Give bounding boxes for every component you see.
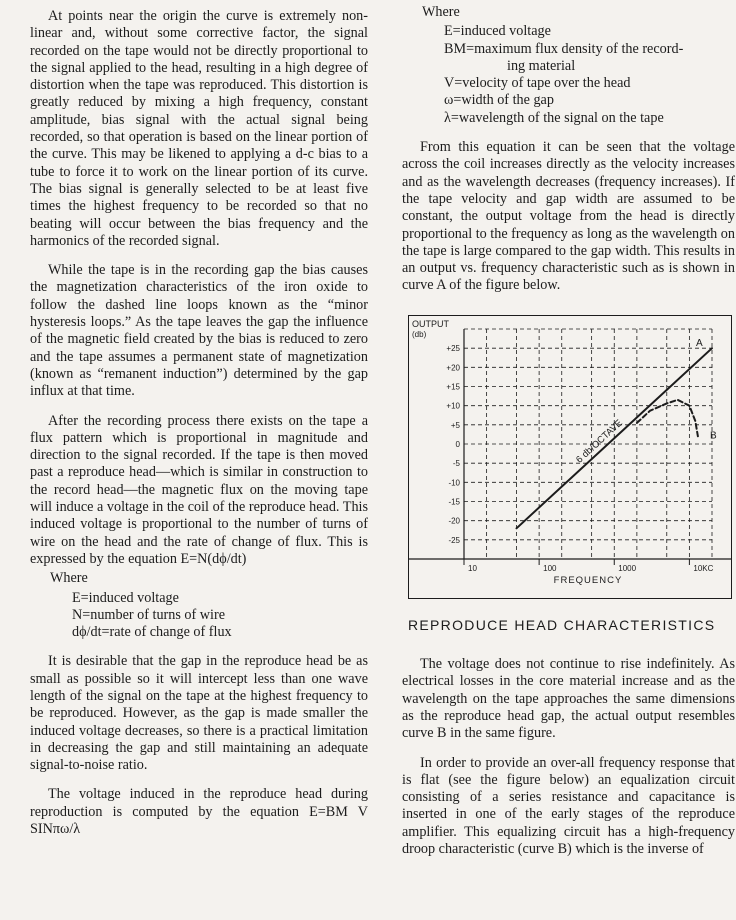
variable-definition: E=induced voltage (444, 23, 551, 40)
variable-definition: dϕ/dt=rate of change of flux (72, 624, 232, 641)
y-tick-label: 0 (455, 439, 460, 449)
variable-definition: ω=width of the gap (444, 92, 554, 109)
variable-list (402, 4, 735, 127)
variable-definition: V=velocity of tape over the head (444, 75, 631, 92)
y-tick-label: +15 (446, 382, 460, 392)
y-tick-label: -25 (448, 535, 460, 545)
y-tick-label: -5 (452, 458, 460, 468)
variable-definition: BM=maximum flux density of the record- (444, 40, 684, 57)
x-tick-label: 10 (468, 563, 477, 573)
x-tick-label: 100 (543, 563, 557, 573)
variable-definition: E=induced voltage (72, 589, 179, 606)
variable-definition: λ=wavelength of the signal on the tape (444, 109, 664, 126)
paragraph: The voltage does not continue to rise indefinitely. As electrical losses in the core material increase and as the wavelength on the tape approaches the same dimensions as the reproduce head gap, the actual output resembles curve B in the same figure. (402, 656, 735, 742)
chart-svg (408, 315, 732, 599)
y-tick-label: +25 (446, 343, 460, 353)
variable-definition: N=number of turns of wire (72, 606, 225, 623)
paragraph: The voltage induced in the reproduce head during reproduction is computed by the equation E=BM V SINπω/λ (30, 786, 368, 838)
paragraph: After the recording process there exists on the tape a flux pattern which is proportional in magnitude and direction to the signal recorded. If the tape is then moved past a reproduce head—which is similar in construction to the record head—the magnetic flux on the moving tape will induce a voltage in the coil of the reproduce head. This induced voltage is proportional to the number of turns of wire on the head and the rate of change of flux. This is expressed by the equation E=N(dϕ/dt) (30, 412, 368, 567)
paragraph: While the tape is in the recording gap the bias causes the magnetization characteristics of the iron oxide to follow the dashed line loops known as the “minor hysteresis loops.” As the tape leaves the gap the influence of the magnetic field created by the bias is reduced to zero and the tape assumes a permanent state of magnetization (known as “remanent induction”) determined by the gap influx at that time. (30, 262, 368, 400)
x-tick-label: 1000 (618, 563, 637, 573)
frequency-response-chart (408, 315, 732, 599)
variable-definition (444, 58, 735, 75)
left-column (30, 8, 368, 850)
series-label-B: B (709, 430, 717, 442)
x-tick-label: 10KC (693, 563, 714, 573)
x-axis-title: FREQUENCY (553, 574, 623, 586)
slope-annotation: 6 db/OCTAVE (574, 417, 625, 466)
right-column (402, 4, 735, 870)
paragraph: In order to provide an over-all frequency response that is flat (see the figure below) an equalization circuit consisting of a series resistance and capacitance is inserted in one of the early stages of the reproduce amplifier. This equalizing circuit has a high-frequency droop characteristic (curve B) which is the inverse of (402, 754, 735, 858)
y-tick-label: +5 (450, 420, 460, 430)
y-tick-label: -15 (448, 497, 460, 507)
section-heading: REPRODUCE HEAD CHARACTERISTICS (408, 616, 716, 633)
where-label: Where (50, 570, 88, 587)
paragraph: It is desirable that the gap in the reproduce head be as small as possible so it will intercept less than one wave length of the signal on the tape at the highest frequency to be reproduced. However, as the gap is made smaller the induced voltage decreases, so there is a practical limitation in decreasing the gap and still maintaining an adequate signal-to-noise ratio. (30, 653, 368, 774)
paragraph: From this equation it can be seen that the voltage across the coil increases directly as the velocity increases and as the wavelength decreases (frequency increases). If the tape velocity and gap width are assumed to be constant, the output voltage from the head is directly proportional to the frequency as long as the wavelength on the tape is large compared to the gap width. This results in an output vs. frequency characteristic such as is shown in curve A of the figure below. (402, 139, 735, 294)
y-tick-label: +20 (446, 363, 460, 373)
series-label-A: A (696, 337, 703, 349)
y-axis-unit: (db) (412, 329, 427, 339)
y-axis-title: OUTPUT (412, 318, 449, 329)
variable-list (30, 570, 368, 641)
y-tick-label: +10 (446, 401, 460, 411)
y-tick-label: -10 (448, 478, 460, 488)
chart-frame (409, 315, 732, 598)
where-label: Where (422, 4, 460, 20)
y-tick-label: -20 (448, 516, 460, 526)
variable-definition-continued: ing material (507, 57, 576, 74)
paragraph: At points near the origin the curve is extremely non-linear and, without some corrective factor, the signal recorded on the tape would not be directly proportional to the signal applied to the head, resulting in a high degree of distortion when the tape was reproduced. This distortion is greatly reduced by mixing a high frequency, constant amplitude, bias signal with the actual signal being recorded, so that operation is based on the linear portion of the curve. This may be likened to applying a d-c bias to a tube to force it to work on the linear portion of its curve. The bias signal is generally selected to be at least five times the highest frequency to be recorded so that no beating will occur between the bias frequency and the harmonics of the recorded signal. (30, 8, 368, 249)
